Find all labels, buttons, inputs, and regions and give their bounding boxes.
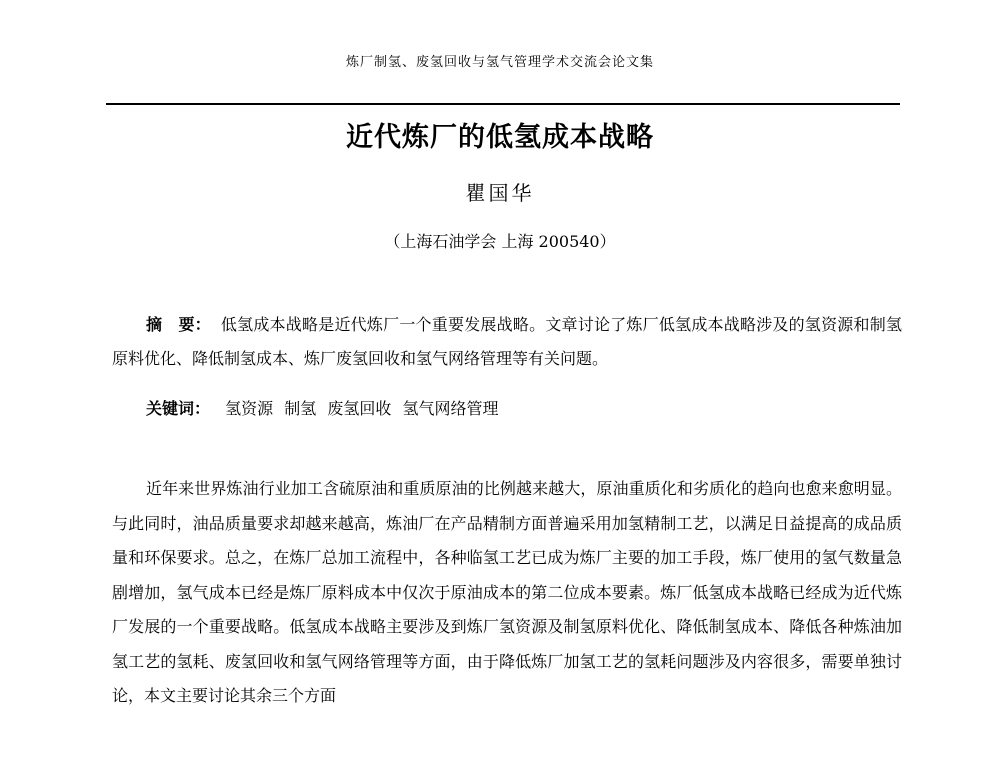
author-name: 瞿国华 (465, 181, 535, 205)
abstract-text: 低氢成本战略是近代炼厂一个重要发展战略。文章讨论了炼厂低氢成本战略涉及的氢资源和制氢原料优化、降低制氢成本、炼厂废氢回收和氢气网络管理等有关问题。 (112, 315, 902, 368)
abstract-label: 摘 要： (146, 315, 211, 334)
header-rule (106, 103, 900, 105)
keyword: 制氢 (284, 399, 317, 418)
keywords (146, 392, 504, 426)
keywords-label: 关键词： (146, 399, 211, 418)
paper-title: 近代炼厂的低氢成本战略 (346, 122, 654, 153)
author-affiliation: （上海石油学会 上海 200540） (384, 232, 616, 251)
keyword: 氢气网络管理 (402, 399, 499, 418)
body-paragraph: 近年来世界炼油行业加工含硫原油和重质原油的比例越来越大，原油重质化和劣质化的趋向也愈来愈明显。与此同时，油品质量要求却越来越高，炼油厂在产品精制方面普遍采用加氢精制工艺，以满足日益提高的成品质量和环保要求。总之，在炼厂总加工流程中，各种临氢工艺已成为炼厂主要的加工手段，炼厂使用的氢气数量急剧增加，氢气成本已经是炼厂原料成本中仅次于原油成本的第二位成本要素。炼厂低氢成本战略已经成为近代炼厂发展的一个重要战略。低氢成本战略主要涉及到炼厂氢资源及制氢原料优化、降低制氢成本、降低各种炼油加氢工艺的氢耗、废氢回收和氢气网络管理等方面，由于降低炼厂加氢工艺的氢耗问题涉及内容很多，需要单独讨论，本文主要讨论其余三个方面 (112, 479, 902, 705)
keyword: 废氢回收 (327, 399, 392, 418)
keyword: 氢资源 (225, 399, 274, 418)
abstract (112, 308, 902, 376)
running-head: 炼厂制氢、废氢回收与氢气管理学术交流会论文集 (345, 55, 654, 70)
